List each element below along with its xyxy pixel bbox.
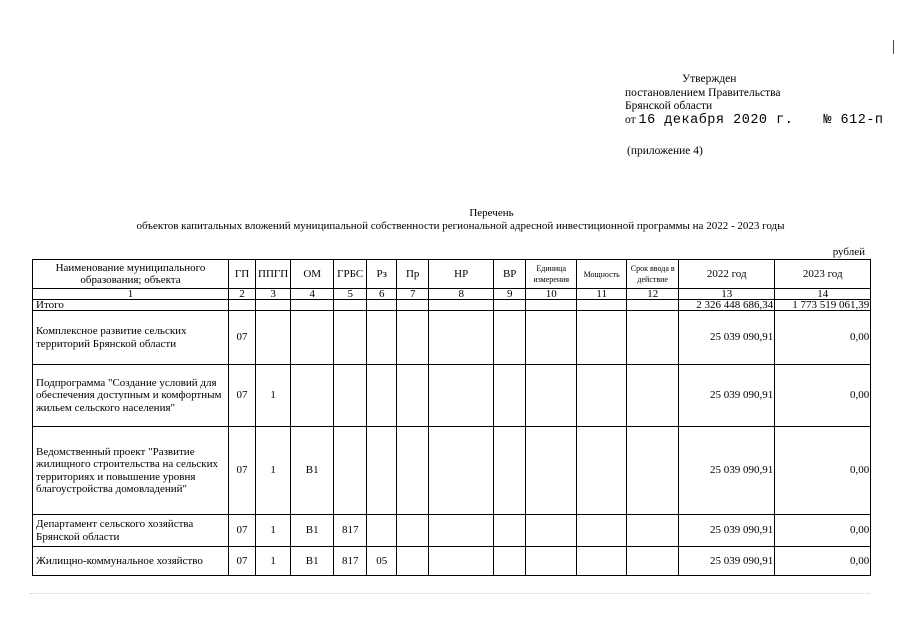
row-gp: 07 — [229, 427, 256, 515]
empty-cell — [627, 311, 679, 365]
table-row — [33, 515, 871, 547]
row-rz — [367, 515, 397, 547]
empty-cell — [494, 427, 526, 515]
approval-date-line — [625, 114, 884, 128]
row-om: В1 — [291, 427, 334, 515]
index-cell: 9 — [494, 289, 526, 300]
empty-cell — [577, 427, 627, 515]
approval-date-prefix: от — [625, 113, 636, 126]
empty-cell — [627, 515, 679, 547]
scan-edge-mark — [893, 40, 894, 54]
header-pr: Пр — [397, 260, 429, 289]
row-name: Жилищно-коммунальное хозяйство — [33, 547, 229, 576]
index-cell: 14 — [775, 289, 871, 300]
row-gp: 07 — [229, 515, 256, 547]
empty-cell — [494, 547, 526, 576]
row-om: В1 — [291, 547, 334, 576]
empty-cell — [526, 365, 577, 427]
header-nr: НР — [429, 260, 494, 289]
row-2023: 0,00 — [775, 311, 871, 365]
row-rz — [367, 365, 397, 427]
index-cell: 12 — [627, 289, 679, 300]
table-total-row — [33, 300, 871, 311]
empty-cell — [429, 365, 494, 427]
table-header-row — [33, 260, 871, 289]
total-2023: 1 773 519 061,39 — [775, 300, 871, 311]
row-grbs — [334, 311, 367, 365]
document-title — [0, 207, 905, 233]
header-vr: ВР — [494, 260, 526, 289]
empty-cell — [526, 547, 577, 576]
empty-cell — [494, 300, 526, 311]
approval-stamp — [625, 73, 884, 127]
row-name: Комплексное развитие сельских территорий Брянской области — [33, 311, 229, 365]
empty-cell — [577, 547, 627, 576]
empty-cell — [627, 547, 679, 576]
row-grbs: 817 — [334, 547, 367, 576]
index-cell: 1 — [33, 289, 229, 300]
empty-cell — [627, 427, 679, 515]
row-rz — [367, 427, 397, 515]
index-cell: 6 — [367, 289, 397, 300]
row-name: Подпрограмма "Создание условий для обеспечения доступным и комфортным жильем сельского населения" — [33, 365, 229, 427]
total-2022: 2 326 448 686,34 — [679, 300, 775, 311]
investment-table — [32, 259, 871, 576]
row-grbs: 817 — [334, 515, 367, 547]
approval-line-2: постановлением Правительства — [625, 86, 781, 99]
approval-number: № 612-п — [823, 112, 884, 128]
row-2023: 0,00 — [775, 547, 871, 576]
empty-cell — [429, 311, 494, 365]
row-2023: 0,00 — [775, 365, 871, 427]
empty-cell — [397, 547, 429, 576]
empty-cell — [494, 365, 526, 427]
row-rz — [367, 311, 397, 365]
row-ppgp: 1 — [256, 547, 291, 576]
title-line-1: Перечень — [469, 207, 514, 219]
row-2022: 25 039 090,91 — [679, 515, 775, 547]
header-rz: Рз — [367, 260, 397, 289]
empty-cell — [397, 515, 429, 547]
empty-cell — [429, 515, 494, 547]
row-2022: 25 039 090,91 — [679, 365, 775, 427]
row-2022: 25 039 090,91 — [679, 547, 775, 576]
index-cell: 13 — [679, 289, 775, 300]
empty-cell — [627, 300, 679, 311]
scan-noise — [30, 593, 870, 596]
empty-cell — [577, 300, 627, 311]
index-cell: 8 — [429, 289, 494, 300]
empty-cell — [577, 311, 627, 365]
approval-line-3: Брянской области — [625, 100, 713, 112]
total-label: Итого — [33, 300, 229, 311]
row-ppgp — [256, 311, 291, 365]
empty-cell — [429, 427, 494, 515]
header-2023: 2023 год — [775, 260, 871, 289]
row-name: Ведомственный проект "Развитие жилищного строительства на сельских территориях и повышение уровня благоустройства домовладений" — [33, 427, 229, 515]
row-gp: 07 — [229, 365, 256, 427]
empty-cell — [494, 515, 526, 547]
index-cell: 10 — [526, 289, 577, 300]
empty-cell — [334, 300, 367, 311]
row-grbs — [334, 365, 367, 427]
annex-label: (приложение 4) — [627, 145, 703, 157]
index-cell: 4 — [291, 289, 334, 300]
header-unit-measure: Единица измерения — [526, 260, 577, 289]
row-ppgp: 1 — [256, 515, 291, 547]
approval-date: 16 декабря 2020 г. — [638, 112, 794, 128]
empty-cell — [397, 427, 429, 515]
row-2022: 25 039 090,91 — [679, 427, 775, 515]
row-om: В1 — [291, 515, 334, 547]
table-index-row — [33, 289, 871, 300]
empty-cell — [526, 300, 577, 311]
table-row — [33, 311, 871, 365]
index-cell: 5 — [334, 289, 367, 300]
unit-label: рублей — [832, 246, 865, 258]
empty-cell — [367, 300, 397, 311]
header-gp: ГП — [229, 260, 256, 289]
header-name: Наименование муниципального образования; объекта — [33, 260, 229, 289]
index-cell: 2 — [229, 289, 256, 300]
empty-cell — [429, 547, 494, 576]
row-grbs — [334, 427, 367, 515]
index-cell: 3 — [256, 289, 291, 300]
header-om: ОМ — [291, 260, 334, 289]
empty-cell — [397, 300, 429, 311]
row-gp: 07 — [229, 547, 256, 576]
empty-cell — [494, 311, 526, 365]
row-gp: 07 — [229, 311, 256, 365]
row-2022: 25 039 090,91 — [679, 311, 775, 365]
header-2022: 2022 год — [679, 260, 775, 289]
header-commission: Срок ввода в действие — [627, 260, 679, 289]
empty-cell — [526, 311, 577, 365]
table-row — [33, 365, 871, 427]
empty-cell — [429, 300, 494, 311]
empty-cell — [229, 300, 256, 311]
row-om — [291, 365, 334, 427]
empty-cell — [397, 311, 429, 365]
row-2023: 0,00 — [775, 515, 871, 547]
empty-cell — [291, 300, 334, 311]
row-ppgp: 1 — [256, 427, 291, 515]
empty-cell — [397, 365, 429, 427]
table-row — [33, 427, 871, 515]
header-ppgp: ППГП — [256, 260, 291, 289]
empty-cell — [577, 515, 627, 547]
row-rz: 05 — [367, 547, 397, 576]
row-om — [291, 311, 334, 365]
row-name: Департамент сельского хозяйства Брянской области — [33, 515, 229, 547]
table-row — [33, 547, 871, 576]
title-line-2: объектов капитальных вложений муниципальной собственности региональной адресной инвестиционной программы на 2022 - 2023 годы — [136, 220, 785, 232]
header-capacity: Мощность — [577, 260, 627, 289]
empty-cell — [526, 427, 577, 515]
index-cell: 11 — [577, 289, 627, 300]
empty-cell — [526, 515, 577, 547]
row-ppgp: 1 — [256, 365, 291, 427]
empty-cell — [577, 365, 627, 427]
empty-cell — [627, 365, 679, 427]
row-2023: 0,00 — [775, 427, 871, 515]
header-grbs: ГРБС — [334, 260, 367, 289]
empty-cell — [256, 300, 291, 311]
index-cell: 7 — [397, 289, 429, 300]
approval-line-1: Утвержден — [682, 73, 737, 85]
